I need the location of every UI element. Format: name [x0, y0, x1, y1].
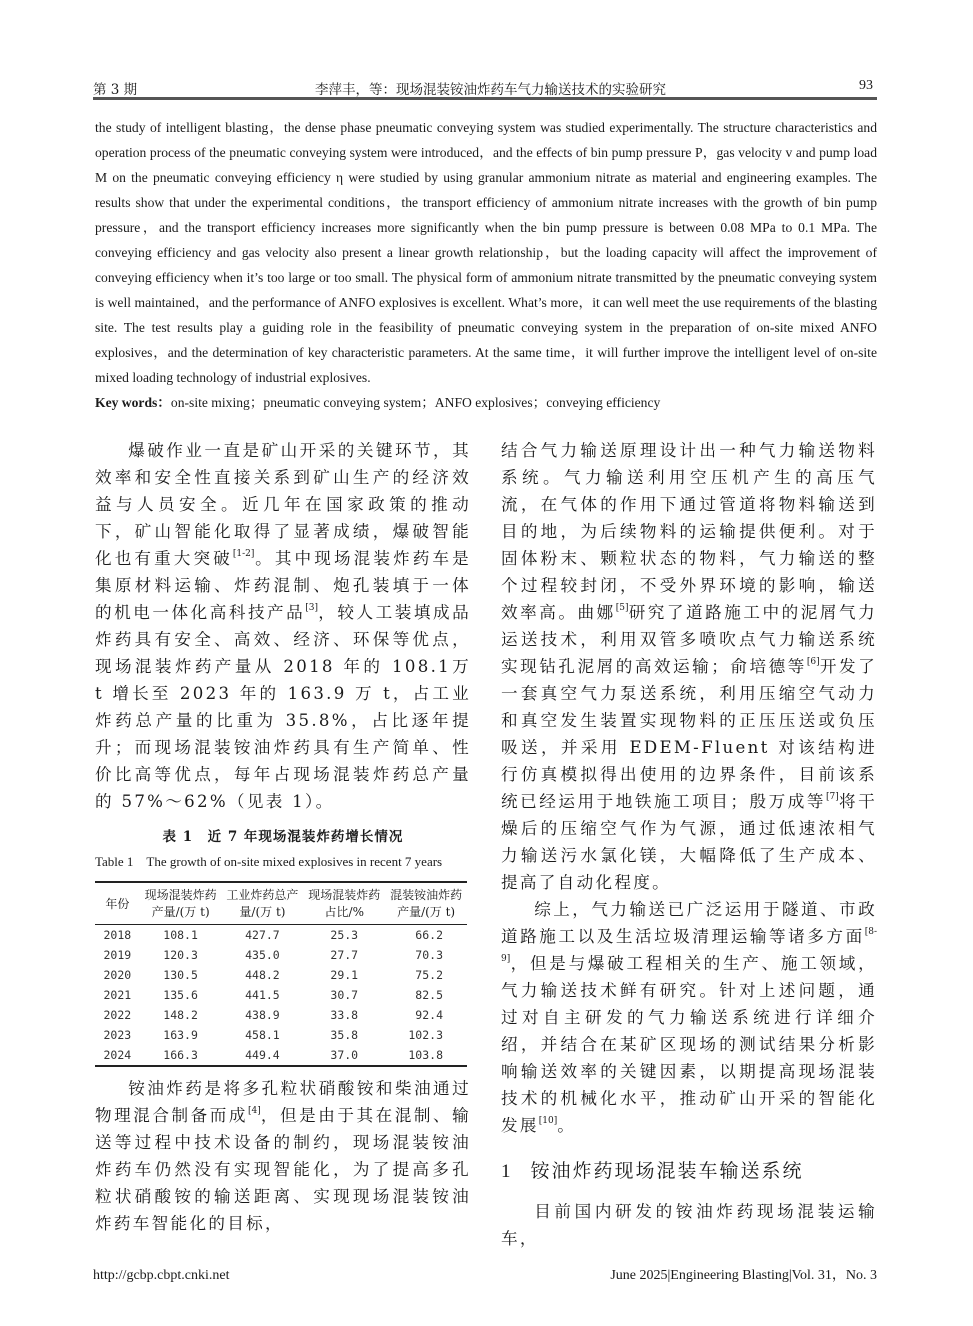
text-run: 爆破作业一直是矿山开采的关键环节，其效率和安全性直接关系到矿山生产的经济效益与人员安全。近几年在国家政策的推动下，矿山智能化取得了显著成绩，爆破智能化也有重大突破	[95, 441, 471, 568]
citation-ref: [8-9]	[501, 927, 877, 964]
table-cell: 135.6	[163, 988, 198, 1002]
footer	[93, 1252, 877, 1286]
running-header	[93, 78, 877, 97]
table-cell: 130.5	[163, 968, 198, 982]
text-run: ，但是与爆破工程相关的生产、施工领域，气力输送技术鲜有研究。针对上述问题，通过对自主研发的气力输送系统进行详细介绍，并结合在某矿区现场的测试结果分析影响输送效率的关键因素，以期提高现场混装技术的机械化水平，推动矿山开采的智能化发展	[501, 954, 877, 1135]
table-cell: 2019	[103, 948, 132, 962]
table-cell: 37.0	[330, 1048, 359, 1062]
section-number: 1	[501, 1161, 513, 1182]
body-columns	[95, 437, 877, 1252]
running-title: 李萍丰，等：现场混装铵油炸药车气力输送技术的实验研究	[315, 82, 666, 98]
table-row	[95, 1025, 467, 1045]
table-row	[95, 1045, 467, 1066]
table-row	[95, 1005, 467, 1025]
table-cell: 427.7	[245, 928, 280, 942]
abstract	[95, 115, 877, 415]
table-row	[95, 985, 467, 1005]
text-run: 。	[557, 1116, 577, 1135]
table-header-row	[95, 882, 467, 925]
table-row	[95, 965, 467, 985]
table-caption-cn: 表 1 近 7 年现场混装炸药增长情况	[162, 829, 404, 845]
table-cell: 108.1	[163, 928, 198, 942]
column-header: 现场混装炸药占比/%	[303, 882, 385, 925]
journal-info: June 2025|Engineering Blasting|Vol. 31，No. 3	[610, 1268, 877, 1283]
table-cell: 2023	[103, 1028, 132, 1042]
keywords-text: on-site mixing；pneumatic conveying system；ANFO explosives；conveying efficiency	[170, 395, 661, 410]
table-cell: 448.2	[245, 968, 280, 982]
right-column	[501, 437, 877, 1252]
table-cell: 2020	[103, 968, 132, 982]
table-cell: 438.9	[245, 1008, 280, 1022]
table-cell: 82.5	[415, 988, 443, 1002]
section-title: 铵油炸药现场混装车输送系统	[530, 1160, 804, 1182]
table-cell: 120.3	[163, 948, 198, 962]
table-cell: 70.3	[415, 948, 443, 962]
table-row	[95, 925, 467, 946]
table-cell: 2018	[103, 928, 132, 942]
table-caption-en: Table 1 The growth of on-site mixed explosives in recent 7 years	[95, 854, 443, 869]
citation-ref: [3]	[305, 603, 319, 613]
table-cell: 103.8	[408, 1048, 443, 1062]
text-run: 结合气力输送原理设计出一种气力输送物料系统。气力输送利用空压机产生的高压气流，在气体的作用下通过管道将物料输送到目的地，为后续物料的运输提供便利。对于固体粉末、颗粒状态的物料，气力输送的整个过程较封闭，不受外界环境的影响，输送效率高。曲娜	[501, 441, 877, 622]
paragraph	[95, 1075, 471, 1237]
text-run: ，较人工装填成品炸药具有安全、高效、经济、环保等优点，现场混装炸药产量从 2018 年的 108.1万 t 增长至 2023 年的 163.9 万 t，占工业炸药总产量的比重为 35.8%，占比逐年提升；而现场混装铵油炸药具有生产简单、性价比高等优点，每年占现场混装炸药总产量的 57%～62%（见表 1）。	[95, 603, 471, 811]
table-cell: 33.8	[330, 1008, 359, 1022]
paragraph	[501, 437, 877, 896]
text-run: 。其中现场混装炸药车是集原材料运输、炸药混制、炮孔装填于一体的机电一体化高科技产品	[95, 549, 471, 622]
citation-ref: [1-2]	[232, 549, 255, 559]
table-body	[95, 925, 467, 1067]
abstract-text: the study of intelligent blasting，the dense phase pneumatic conveying system was studied experimentally. The structure characteristics and operation process of the pneumatic conveying system were introduced，and the effects of bin pump pressure P，gas velocity v and pump load M on the pneumatic conveying efficiency η were studied by using granular ammonium nitrate as material and engineering examples. The results show that under the experimental conditions，the transport efficiency of ammonium nitrate increases with the growth of bin pump pressure，and the transport efficiency increases more significantly when the bin pump pressure is between 0.08 MPa to 0.1 MPa. The conveying efficiency and gas velocity also present a linear growth relationship，but the loading capacity will affect the improvement of conveying efficiency when it’s too large or too small. The physical form of ammonium nitrate transmitted by the pneumatic conveying system is well maintained，and the performance of ANFO explosives is excellent. What’s more，it can well meet the use requirements of the blasting site. The test results play a guiding role in the feasibility of pneumatic conveying system in the preparation of on-site mixed ANFO explosives，and the determination of key characteristic parameters. At the same time，it will further improve the intelligent level of on-site mixed loading technology of industrial explosives.	[95, 120, 877, 385]
column-header: 现场混装炸药产量/(万 t)	[140, 882, 222, 925]
table-cell: 441.5	[245, 988, 280, 1002]
table-cell: 29.1	[330, 968, 359, 982]
table-cell: 102.3	[408, 1028, 443, 1042]
citation-ref: [5]	[615, 603, 629, 613]
table-cell: 75.2	[415, 968, 443, 982]
paragraph	[501, 896, 877, 1139]
text-run: 研究了道路施工中的泥屑气力运送技术，利用双管多喷吹点气力输送系统实现钻孔泥屑的高效运输；俞培德等	[501, 603, 877, 676]
text-run: 目前国内研发的铵油炸药现场混装运输车，	[501, 1202, 877, 1248]
paragraph	[501, 1198, 877, 1252]
column-header: 工业炸药总产量/(万 t)	[222, 882, 304, 925]
citation-ref: [4]	[247, 1106, 261, 1116]
table-cell: 30.7	[330, 988, 359, 1002]
table-cell: 458.1	[245, 1028, 280, 1042]
page	[93, 0, 877, 1326]
citation-ref: [6]	[806, 657, 820, 667]
table-cell: 449.4	[245, 1048, 280, 1062]
table-cell: 27.7	[330, 948, 359, 962]
paragraph	[95, 437, 471, 815]
section-heading	[501, 1157, 877, 1186]
table-cell: 2022	[103, 1008, 132, 1022]
table-cell: 35.8	[330, 1028, 359, 1042]
column-header: 年份	[95, 882, 140, 925]
column-header: 混装铵油炸药产量/(万 t)	[385, 882, 467, 925]
table-cell: 2021	[103, 988, 132, 1002]
table-cell: 66.2	[415, 928, 443, 942]
table-cell: 166.3	[163, 1048, 198, 1062]
citation-ref: [7]	[826, 792, 839, 802]
text-run: 开发了一套真空气力泵送系统，利用压缩空气动力和真空发生装置实现物料的正压压送或负压吸送，并采用 EDEM-Fluent 对该结构进行仿真模拟得出使用的边界条件，目前该系统已经运用于地铁施工项目；殷万成等	[501, 657, 877, 811]
left-column	[95, 437, 471, 1237]
table-cell: 148.2	[163, 1008, 198, 1022]
table-cell: 2024	[103, 1048, 132, 1062]
text-run: 铵油炸药是将多孔粒状硝酸铵和柴油通过物理混合制备而成	[95, 1079, 471, 1125]
citation-ref: [10]	[538, 1116, 558, 1126]
text-run: 综上，气力输送已广泛运用于隧道、市政道路施工以及生活垃圾清理运输等诸多方面	[501, 900, 877, 946]
keywords	[95, 390, 877, 415]
issue-number: 第 3 期	[93, 82, 138, 98]
table-cell: 163.9	[163, 1028, 198, 1042]
table-cell: 92.4	[415, 1008, 443, 1022]
table-row	[95, 945, 467, 965]
data-table	[95, 881, 467, 1067]
page-number: 93	[859, 78, 873, 93]
keywords-label: Key words：	[95, 395, 171, 410]
text-run: ，但是由于其在混制、输送等过程中技术设备的制约，现场混装铵油炸药车仍然没有实现智能化，为了提高多孔粒状硝酸铵的输送距离、实现现场混装铵油炸药车智能化的目标，	[95, 1106, 471, 1233]
table-cell: 25.3	[330, 928, 359, 942]
text-run: 将干燥后的压缩空气作为气源，通过低速浓相气力输送污水氯化镁，大幅降低了生产成本、提高了自动化程度。	[501, 792, 877, 892]
journal-url[interactable]: http://gcbp.cbpt.cnki.net	[93, 1268, 230, 1283]
table-cell: 435.0	[245, 948, 280, 962]
